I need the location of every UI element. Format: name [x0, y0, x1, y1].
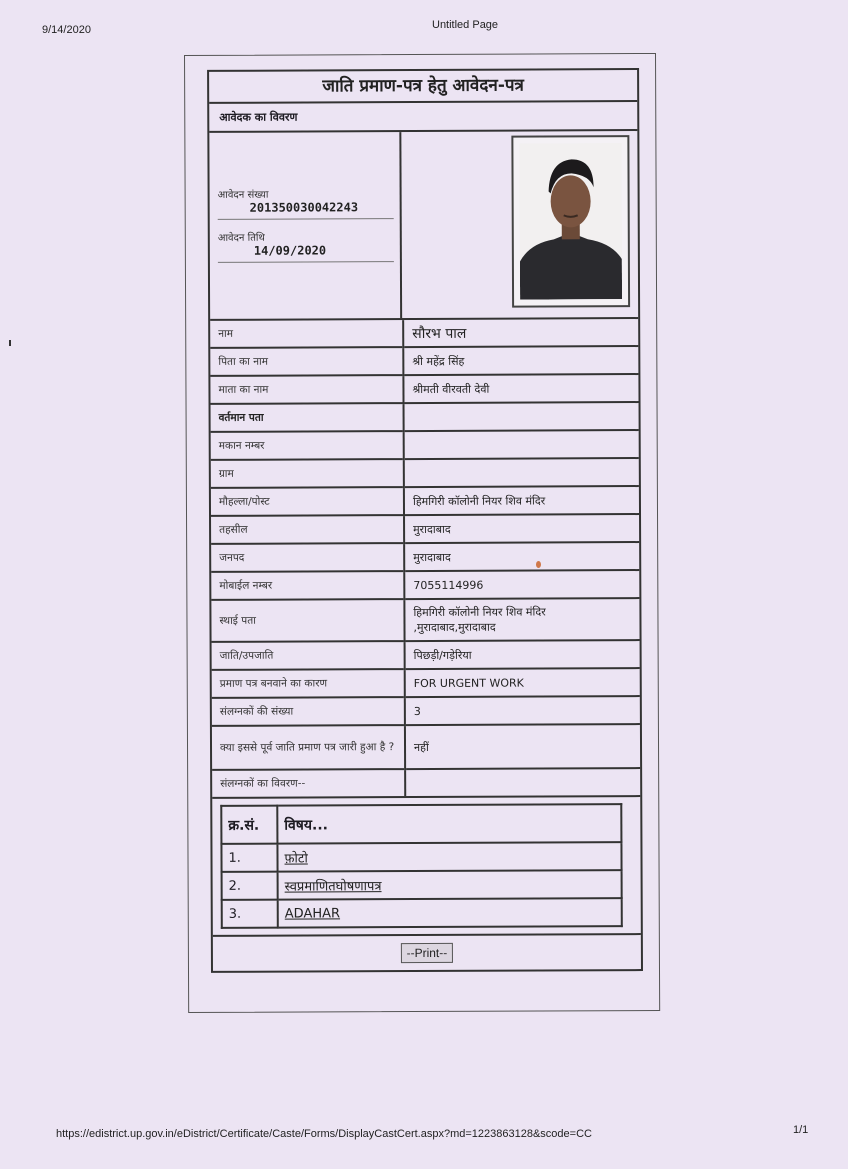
person-photo-icon	[519, 143, 622, 299]
mobile-label: मोबाईल नम्बर	[211, 571, 404, 600]
applicant-photo	[511, 135, 630, 308]
table-row	[222, 898, 622, 928]
caste-certificate-form	[207, 68, 643, 973]
attachment-count-value: 3	[405, 696, 640, 725]
house-number-value	[404, 430, 639, 459]
attachment-link-declaration[interactable]: स्वप्रमाणितघोषणापत्र	[284, 879, 382, 895]
scan-mark	[9, 340, 11, 346]
table-row	[210, 374, 638, 404]
attachment-cell	[278, 898, 622, 928]
tehsil-value: मुरादाबाद	[404, 514, 639, 543]
table-row	[212, 768, 640, 797]
serial-header: क्र.सं.	[221, 806, 277, 844]
attachment-cell	[277, 842, 621, 872]
mother-name-label: माता का नाम	[210, 375, 403, 404]
mother-name-value: श्रीमती वीरवती देवी	[403, 374, 638, 403]
permanent-address-line2: ,मुरादाबाद,मुरादाबाद	[413, 620, 496, 635]
locality-label: मौहल्ला/पोस्ट	[211, 487, 404, 516]
previous-certificate-value: नहीं	[405, 724, 640, 769]
ink-mark	[536, 561, 541, 568]
table-row	[211, 458, 639, 488]
photo-cell	[401, 131, 638, 318]
table-row	[212, 724, 640, 770]
table-row	[210, 319, 638, 348]
table-row	[211, 514, 639, 544]
attachment-serial: 1.	[221, 844, 277, 872]
attachment-serial: 2.	[222, 872, 278, 900]
locality-value: हिमगिरी कॉलोनी नियर शिव मंदिर	[404, 486, 639, 515]
attachment-cell	[278, 870, 622, 900]
district-label: जनपद	[211, 543, 404, 572]
table-row	[212, 668, 640, 698]
application-info	[209, 132, 402, 319]
table-row	[212, 696, 640, 726]
subject-header: विषय...	[277, 804, 621, 844]
table-row	[222, 870, 622, 900]
table-row	[211, 570, 639, 600]
mobile-value: 7055114996	[404, 570, 639, 599]
page-number: 1/1	[793, 1124, 809, 1136]
permanent-address-value	[404, 598, 639, 641]
attachments-table	[220, 803, 623, 929]
house-number-label: मकान नम्बर	[211, 431, 404, 460]
name-label: नाम	[210, 320, 403, 348]
applicant-details-table	[210, 319, 640, 797]
table-row	[211, 430, 639, 460]
attachments-header-row	[221, 804, 621, 844]
attachment-link-aadhar[interactable]: ADAHAR	[284, 905, 341, 922]
table-row	[221, 842, 621, 872]
current-address-value	[404, 402, 639, 431]
attachment-details-value	[405, 768, 640, 796]
table-row	[210, 346, 638, 376]
tehsil-label: तहसील	[211, 515, 404, 544]
document-frame	[184, 53, 660, 1013]
attachments-section	[212, 795, 641, 935]
footer-url: https://edistrict.up.gov.in/eDistrict/Certificate/Caste/Forms/DisplayCastCert.aspx?md=1223863128&scode=CC	[56, 1128, 592, 1140]
name-value: सौरभ पाल	[412, 325, 467, 342]
attachment-link-photo[interactable]: फ़ोटो	[284, 851, 308, 867]
print-date: 9/14/2020	[42, 24, 91, 36]
application-date-label: आवेदन तिथि	[217, 232, 265, 244]
table-row	[212, 640, 640, 670]
caste-value: पिछड़ी/गड़ेरिया	[405, 640, 640, 669]
village-value	[404, 458, 639, 487]
table-row	[211, 486, 639, 516]
attachment-details-label: संलग्नकों का विवरण--	[212, 769, 405, 797]
application-date: 14/09/2020	[218, 243, 394, 263]
district-value: मुरादाबाद	[404, 542, 639, 571]
father-name-value: श्री महेंद्र सिंह	[403, 346, 638, 375]
reason-value: FOR URGENT WORK	[405, 668, 640, 697]
application-number: 201350030042243	[218, 200, 394, 220]
permanent-address-line1: हिमगिरी कॉलोनी नियर शिव मंदिर	[413, 605, 546, 620]
reason-label: प्रमाण पत्र बनवाने का कारण	[212, 669, 405, 698]
section-heading: आवेदक का विवरण	[209, 102, 637, 133]
attachment-count-label: संलग्नकों की संख्या	[212, 697, 405, 726]
print-row	[213, 933, 641, 971]
permanent-address-label: स्थाई पता	[211, 599, 404, 642]
attachment-serial: 3.	[222, 900, 278, 928]
caste-label: जाति/उपजाति	[212, 641, 405, 670]
table-row	[211, 598, 639, 642]
form-title: जाति प्रमाण-पत्र हेतु आवेदन-पत्र	[209, 70, 637, 104]
table-row	[211, 402, 639, 432]
print-button[interactable]: --Print--	[401, 943, 454, 963]
print-page-title: Untitled Page	[432, 19, 499, 31]
application-info-block	[209, 131, 638, 321]
village-label: ग्राम	[211, 459, 404, 488]
current-address-label: वर्तमान पता	[211, 403, 404, 432]
application-number-label: आवेदन संख्या	[217, 189, 269, 201]
previous-certificate-label: क्या इससे पूर्व जाति प्रमाण पत्र जारी हुआ है ?	[212, 725, 405, 770]
father-name-label: पिता का नाम	[210, 347, 403, 376]
table-row	[211, 542, 639, 572]
